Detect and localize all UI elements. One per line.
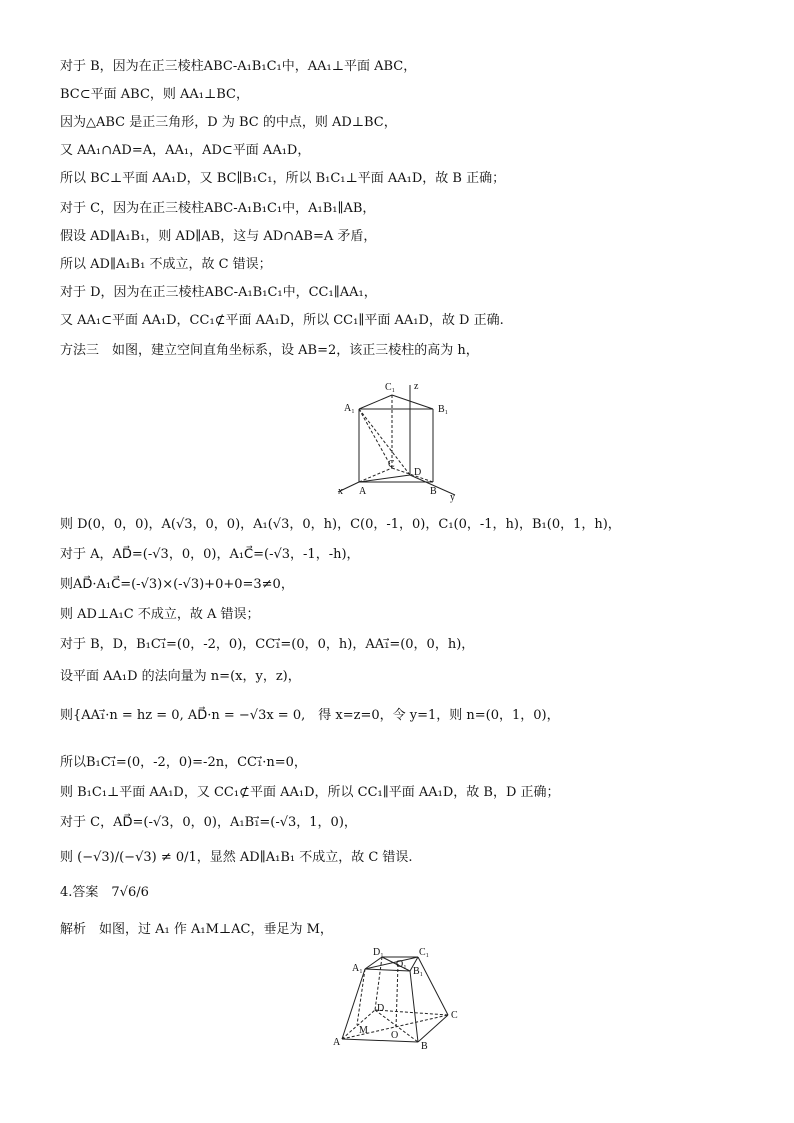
text-line: BC⊂平面 ABC，则 AA₁⊥BC， xyxy=(60,87,249,102)
answer-line: 4.答案 7√6/6 xyxy=(60,885,149,900)
text-line: 则{AA₁⃗·n = hz = 0, AD⃗·n = −√3x = 0, 得 x=z=0，令 y=1，则 n=(0，1，0)， xyxy=(60,708,560,723)
label-O1: O₁ xyxy=(396,959,407,970)
label-x: x xyxy=(338,486,343,497)
label-D: D xyxy=(414,467,422,478)
text-line: 方法三 如图，建立空间直角坐标系，设 AB=2，该正三棱柱的高为 h， xyxy=(60,343,479,358)
text-line: 对于 B，D，B₁C₁⃗=(0，-2，0)，CC₁⃗=(0，0，h)，AA₁⃗=(0，0，h)， xyxy=(60,637,475,652)
text-line: 则 B₁C₁⊥平面 AA₁D，又 CC₁⊄平面 AA₁D，所以 CC₁∥平面 AA₁D，故 B，D 正确； xyxy=(60,785,560,800)
text-line: 因为△ABC 是正三角形，D 为 BC 的中点，则 AD⊥BC， xyxy=(60,115,397,130)
text-line: 所以B₁C₁⃗=(0，-2，0)=-2n，CC₁⃗·n=0， xyxy=(60,755,307,770)
label-B: B xyxy=(421,1041,428,1052)
label-D: D xyxy=(377,1003,385,1014)
label-B1: B₁ xyxy=(438,404,449,415)
text-line: 则 (−√3)/(−√3) ≠ 0/1，显然 AD∥A₁B₁ 不成立，故 C 错误. xyxy=(60,850,413,865)
label-C1: C₁ xyxy=(419,947,430,958)
text-line: 对于 A，AD⃗=(-√3，0，0)，A₁C⃗=(-√3，-1，-h)， xyxy=(60,547,360,562)
text-line: 解析 如图，过 A₁ 作 A₁M⊥AC，垂足为 M， xyxy=(60,922,333,937)
label-A: A xyxy=(359,486,367,497)
text-line: 对于 C，AD⃗=(-√3，0，0)，A₁B₁⃗=(-√3，1，0)， xyxy=(60,815,357,830)
label-C1: C₁ xyxy=(385,382,396,393)
label-O: O xyxy=(391,1030,399,1041)
frustum-figure xyxy=(330,945,470,1053)
text-line: 则 D(0，0，0)，A(√3，0，0)，A₁(√3，0，h)，C(0，-1，0)，C₁(0，-1，h)，B₁(0，1，h)， xyxy=(60,517,621,532)
label-C: C xyxy=(388,459,395,470)
text-line: 设平面 AA₁D 的法向量为 n=(x，y，z)， xyxy=(60,669,301,684)
prism-figure xyxy=(330,380,470,504)
label-A1: A₁ xyxy=(344,403,355,414)
label-z: z xyxy=(414,381,419,392)
label-B: B xyxy=(430,486,437,497)
text-line: 对于 D，因为在正三棱柱ABC-A₁B₁C₁中，CC₁∥AA₁， xyxy=(60,285,377,300)
text-line: 所以 AD∥A₁B₁ 不成立，故 C 错误； xyxy=(60,257,272,272)
text-line: 则 AD⊥A₁C 不成立，故 A 错误； xyxy=(60,607,260,622)
text-line: 对于 C，因为在正三棱柱ABC-A₁B₁C₁中，A₁B₁∥AB， xyxy=(60,201,376,216)
text-line: 又 AA₁∩AD=A，AA₁，AD⊂平面 AA₁D， xyxy=(60,143,311,158)
label-D1: D₁ xyxy=(373,947,384,958)
label-B1: B₁ xyxy=(413,966,424,977)
text-line: 对于 B，因为在正三棱柱ABC-A₁B₁C₁中，AA₁⊥平面 ABC， xyxy=(60,59,417,74)
text-line: 假设 AD∥A₁B₁，则 AD∥AB，这与 AD∩AB=A 矛盾， xyxy=(60,229,377,244)
label-C: C xyxy=(451,1010,458,1021)
text-line: 则AD⃗·A₁C⃗=(-√3)×(-√3)+0+0=3≠0， xyxy=(60,577,294,592)
label-y: y xyxy=(450,492,455,503)
label-A: A xyxy=(333,1037,341,1048)
label-A1: A₁ xyxy=(352,963,363,974)
label-M: M xyxy=(359,1025,368,1036)
text-line: 所以 BC⊥平面 AA₁D，又 BC∥B₁C₁，所以 B₁C₁⊥平面 AA₁D，故 B 正确； xyxy=(60,171,506,186)
text-line: 又 AA₁⊂平面 AA₁D，CC₁⊄平面 AA₁D，所以 CC₁∥平面 AA₁D，故 D 正确. xyxy=(60,313,504,328)
